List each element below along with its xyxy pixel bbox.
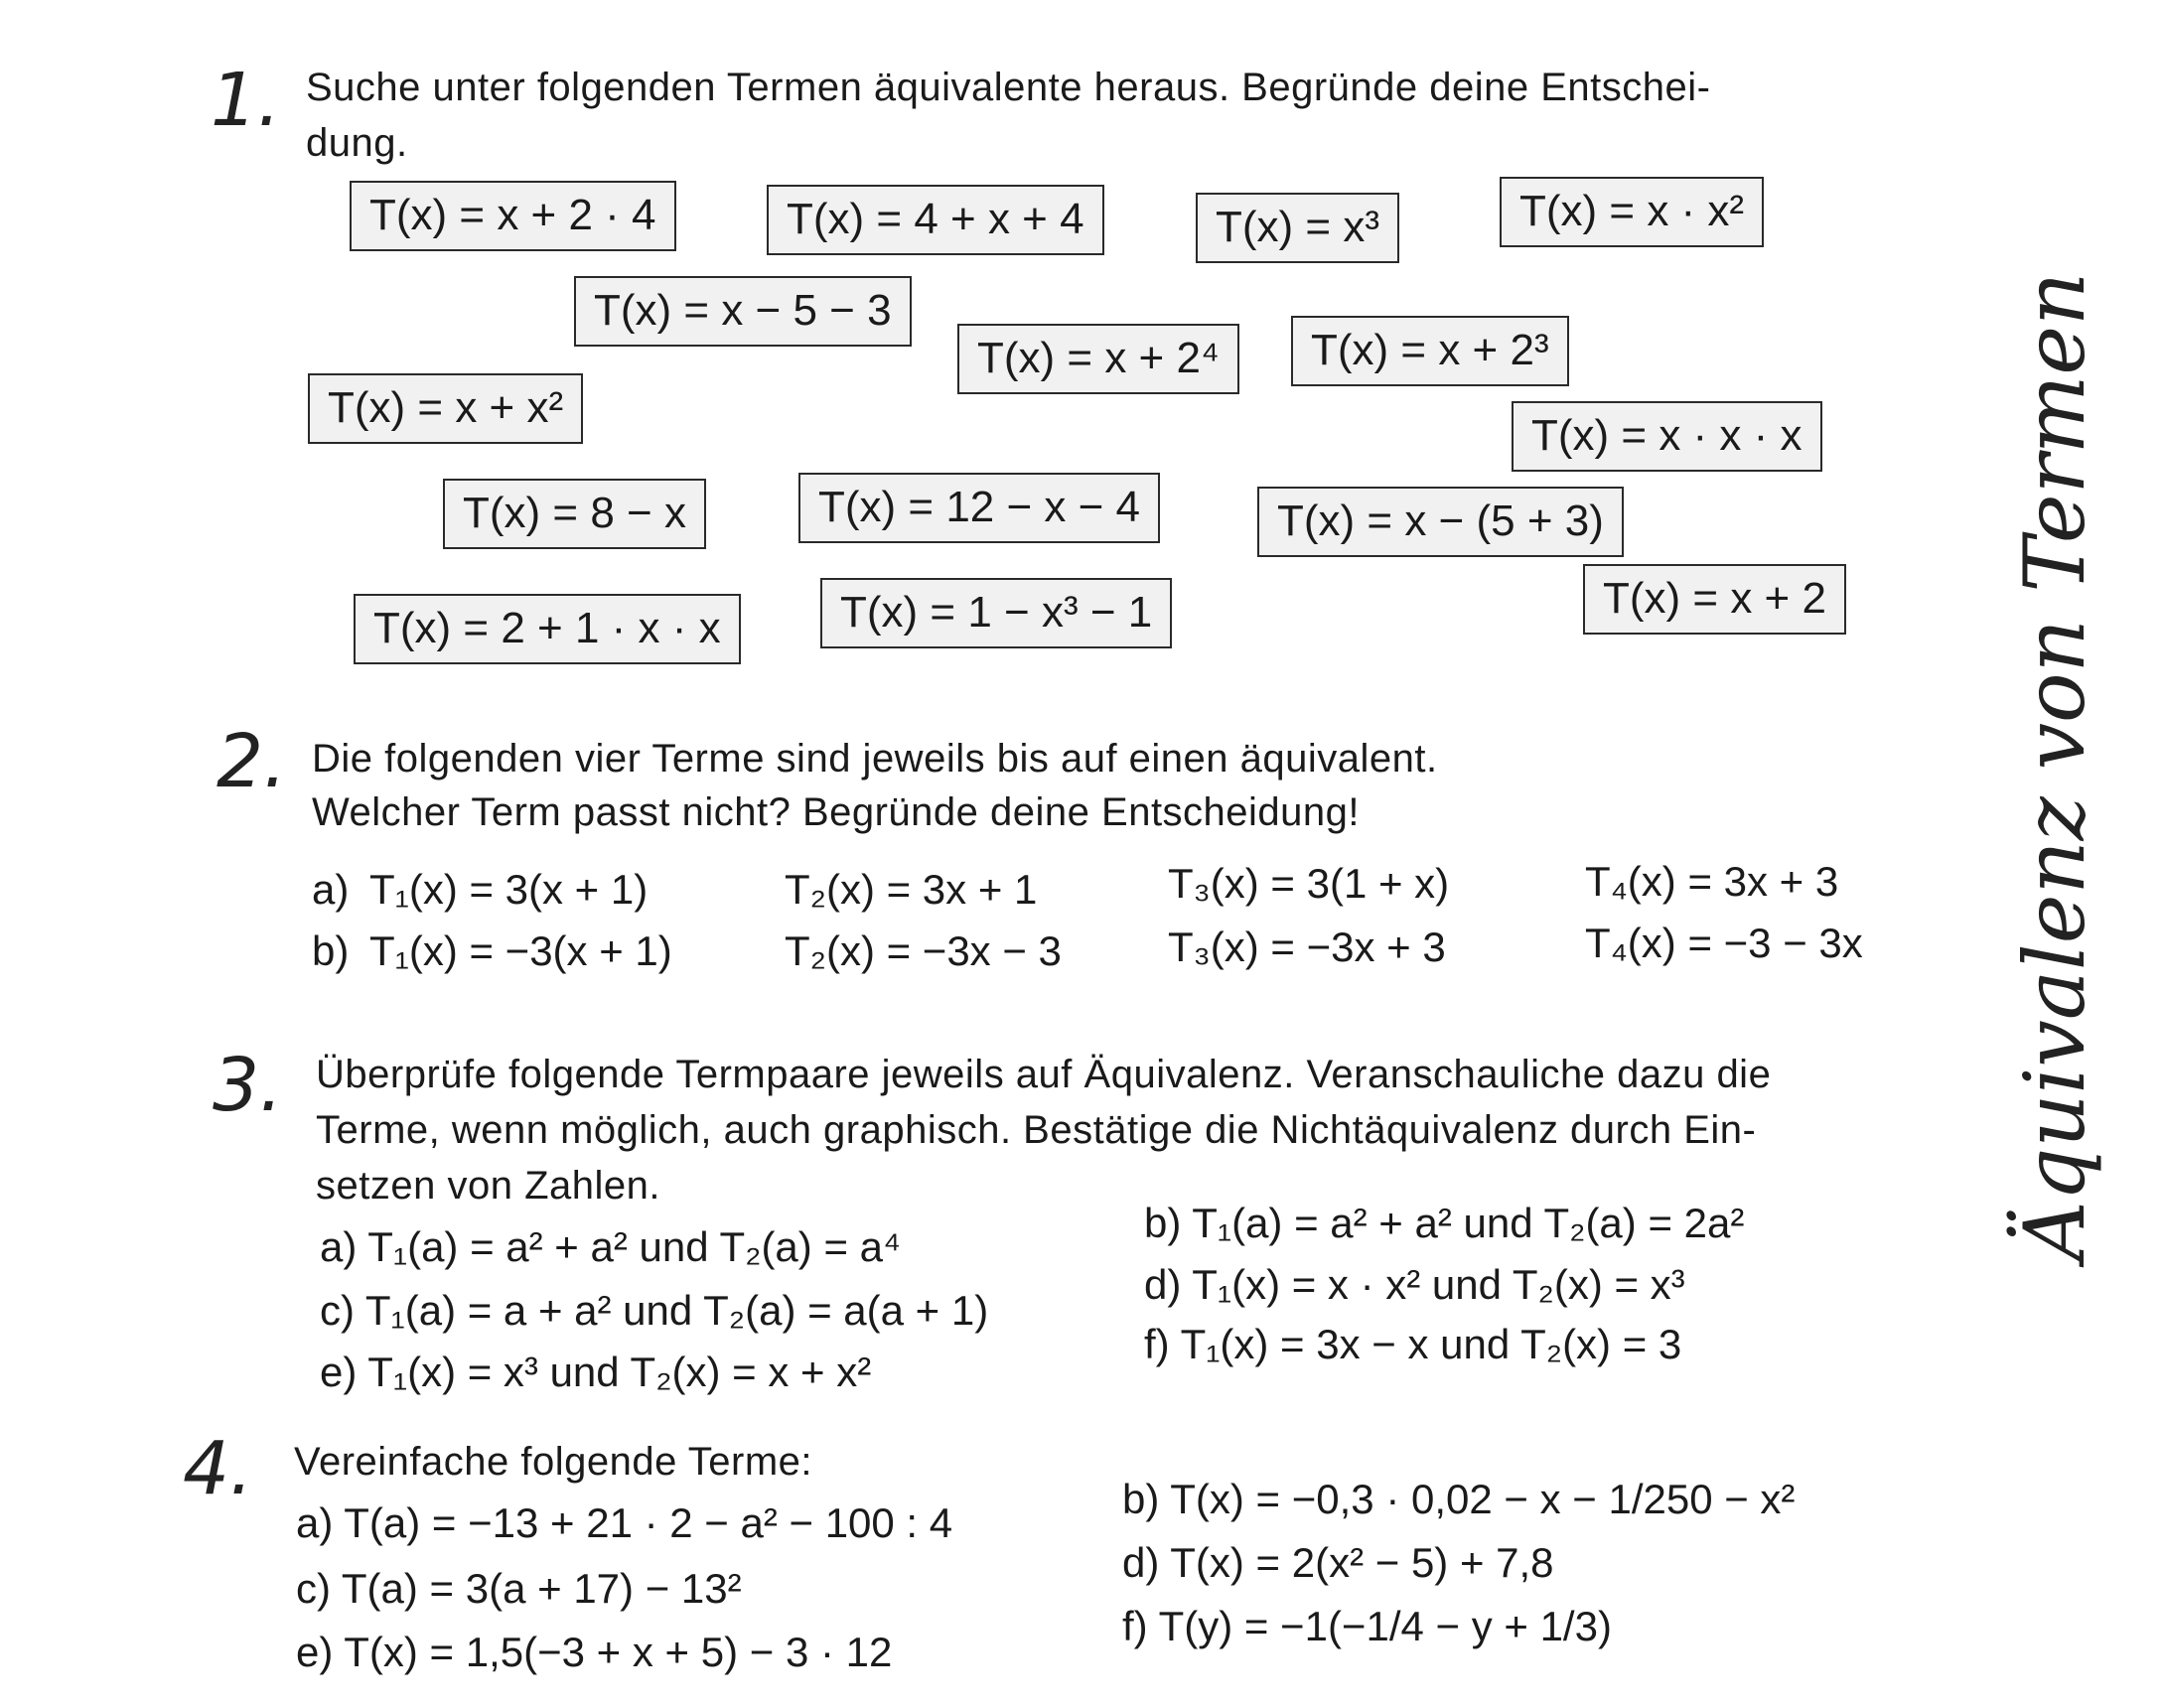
term-box: T(x) = x³ xyxy=(1196,193,1399,263)
term-box: T(x) = x · x · x xyxy=(1512,401,1822,472)
task-2a-label: a) xyxy=(312,866,350,913)
task-4a: a) T(a) = −13 + 21 · 2 − a² − 100 : 4 xyxy=(296,1499,953,1546)
task-2-text-line1: Die folgenden vier Terme sind jeweils bis auf einen äquivalent. xyxy=(312,737,1438,781)
task-2b-t3: T₃(x) = −3x + 3 xyxy=(1168,924,1446,970)
term-box: T(x) = 2 + 1 · x · x xyxy=(354,594,741,664)
term-box: T(x) = x · x² xyxy=(1500,177,1764,247)
task-3e: e) T₁(x) = x³ und T₂(x) = x + x² xyxy=(320,1349,872,1395)
task-4b: b) T(x) = −0,3 · 0,02 − x − 1/250 − x² xyxy=(1122,1476,1796,1522)
task-number-2: 2. xyxy=(216,719,287,804)
task-number-3: 3. xyxy=(213,1043,283,1128)
task-number-4: 4. xyxy=(183,1426,253,1511)
task-2b-label: b) xyxy=(312,927,350,974)
task-3-text-line2: Terme, wenn möglich, auch graphisch. Bestätige die Nichtäquivalenz durch Ein- xyxy=(316,1108,1757,1152)
term-box: T(x) = x + 2³ xyxy=(1291,316,1569,386)
term-box: T(x) = 4 + x + 4 xyxy=(767,185,1104,255)
task-3f: f) T₁(x) = 3x − x und T₂(x) = 3 xyxy=(1144,1321,1682,1367)
task-2a-t3: T₃(x) = 3(1 + x) xyxy=(1168,860,1450,907)
term-box: T(x) = 12 − x − 4 xyxy=(798,473,1160,543)
term-box: T(x) = 8 − x xyxy=(443,479,706,549)
task-3c: c) T₁(a) = a + a² und T₂(a) = a(a + 1) xyxy=(320,1287,989,1334)
task-4f: f) T(y) = −1(−1/4 − y + 1/3) xyxy=(1122,1603,1612,1649)
term-box: T(x) = x − (5 + 3) xyxy=(1257,487,1624,557)
term-box: T(x) = x + 2⁴ xyxy=(957,324,1239,394)
task-3d: d) T₁(x) = x · x² und T₂(x) = x³ xyxy=(1144,1261,1685,1308)
task-3b: b) T₁(a) = a² + a² und T₂(a) = 2a² xyxy=(1144,1200,1745,1246)
task-2a-t1: T₁(x) = 3(x + 1) xyxy=(369,866,649,913)
task-2a-t2: T₂(x) = 3x + 1 xyxy=(785,866,1038,913)
task-1-text-line1: Suche unter folgenden Termen äquivalente heraus. Begründe deine Entschei- xyxy=(306,66,1711,109)
term-box: T(x) = x + x² xyxy=(308,373,583,444)
task-3a: a) T₁(a) = a² + a² und T₂(a) = a⁴ xyxy=(320,1223,902,1270)
term-box: T(x) = x − 5 − 3 xyxy=(574,276,912,347)
task-1-text-line2: dung. xyxy=(306,121,408,165)
task-4d: d) T(x) = 2(x² − 5) + 7,8 xyxy=(1122,1539,1554,1586)
task-4e: e) T(x) = 1,5(−3 + x + 5) − 3 · 12 xyxy=(296,1629,893,1675)
term-box: T(x) = x + 2 xyxy=(1583,564,1846,635)
task-3-text-line1: Überprüfe folgende Termpaare jeweils auf Äquivalenz. Veranschauliche dazu die xyxy=(316,1053,1772,1096)
task-2b-t1: T₁(x) = −3(x + 1) xyxy=(369,927,672,974)
task-4c: c) T(a) = 3(a + 17) − 13² xyxy=(296,1565,742,1612)
task-2b-t2: T₂(x) = −3x − 3 xyxy=(785,927,1062,974)
side-title: Äquivalenz von Termen xyxy=(2006,271,2103,1261)
task-4-text-line1: Vereinfache folgende Terme: xyxy=(294,1440,812,1484)
term-box: T(x) = 1 − x³ − 1 xyxy=(820,578,1172,648)
task-2-text-line2: Welcher Term passt nicht? Begründe deine Entscheidung! xyxy=(312,790,1361,834)
task-number-1: 1. xyxy=(211,58,281,143)
task-2b-t4: T₄(x) = −3 − 3x xyxy=(1585,920,1863,966)
task-3-text-line3: setzen von Zahlen. xyxy=(316,1164,660,1208)
term-box: T(x) = x + 2 · 4 xyxy=(350,181,676,251)
task-2a-t4: T₄(x) = 3x + 3 xyxy=(1585,858,1839,905)
